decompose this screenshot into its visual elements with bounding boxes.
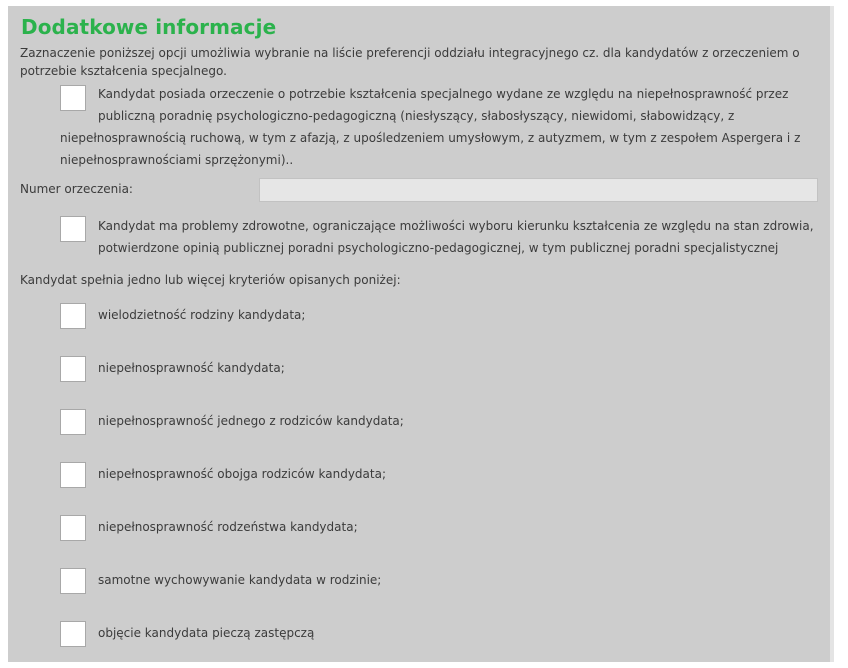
certificate-number-input[interactable] (259, 178, 818, 202)
criteria-checkbox-single-parent[interactable] (60, 568, 86, 594)
criteria-checkbox-large-family[interactable] (60, 303, 86, 329)
criteria-label-foster-care: objęcie kandydata pieczą zastępczą (98, 626, 315, 640)
criteria-label-single-parent: samotne wychowywanie kandydata w rodzinie; (98, 573, 382, 587)
special-needs-checkbox[interactable] (60, 85, 86, 111)
criteria-checkbox-one-parent-disability[interactable] (60, 409, 86, 435)
criteria-checkbox-foster-care[interactable] (60, 621, 86, 647)
special-needs-label-line2: publiczną poradnię psychologiczno-pedagogiczną (niesłyszący, słabosłyszący, niewidomi, słabowidzący, z (98, 109, 735, 123)
health-problems-label-line2: potwierdzone opinią publicznej poradni psychologiczno-pedagogicznej, w tym publicznej poradni specjalistycznej (98, 241, 779, 255)
criteria-label-one-parent-disability: niepełnosprawność jednego z rodziców kandydata; (98, 414, 404, 428)
criteria-checkbox-both-parents-disability[interactable] (60, 462, 86, 488)
additional-info-panel (8, 6, 834, 662)
health-problems-label-line1: Kandydat ma problemy zdrowotne, ograniczające możliwości wyboru kierunku kształcenia ze względu na stan zdrowia, (98, 219, 814, 233)
criteria-label-large-family: wielodzietność rodziny kandydata; (98, 308, 306, 322)
criteria-heading: Kandydat spełnia jedno lub więcej kryteriów opisanych poniżej: (20, 273, 401, 287)
criteria-label-both-parents-disability: niepełnosprawność obojga rodziców kandydata; (98, 467, 386, 481)
section-intro: Zaznaczenie poniższej opcji umożliwia wybranie na liście preferencji oddziału integracyjnego cz. dla kandydatów z orzeczeniem o potrzebie kształcenia specjalnego. (20, 46, 800, 78)
health-problems-checkbox[interactable] (60, 216, 86, 242)
criteria-checkbox-siblings-disability[interactable] (60, 515, 86, 541)
criteria-label-candidate-disability: niepełnosprawność kandydata; (98, 361, 285, 375)
criteria-checkbox-candidate-disability[interactable] (60, 356, 86, 382)
section-title: Dodatkowe informacje (21, 15, 277, 39)
criteria-label-siblings-disability: niepełnosprawność rodzeństwa kandydata; (98, 520, 358, 534)
special-needs-label-line1: Kandydat posiada orzeczenie o potrzebie kształcenia specjalnego wydane ze względu na niepełnosprawność przez (98, 87, 789, 101)
special-needs-label-line3: niepełnosprawnością ruchową, w tym z afazją, z upośledzeniem umysłowym, z autyzmem, w tym z zespołem Aspergera i z (60, 131, 801, 145)
special-needs-label-line4: niepełnosprawnościami sprzężonymi).. (60, 153, 294, 167)
certificate-number-label: Numer orzeczenia: (20, 182, 133, 196)
